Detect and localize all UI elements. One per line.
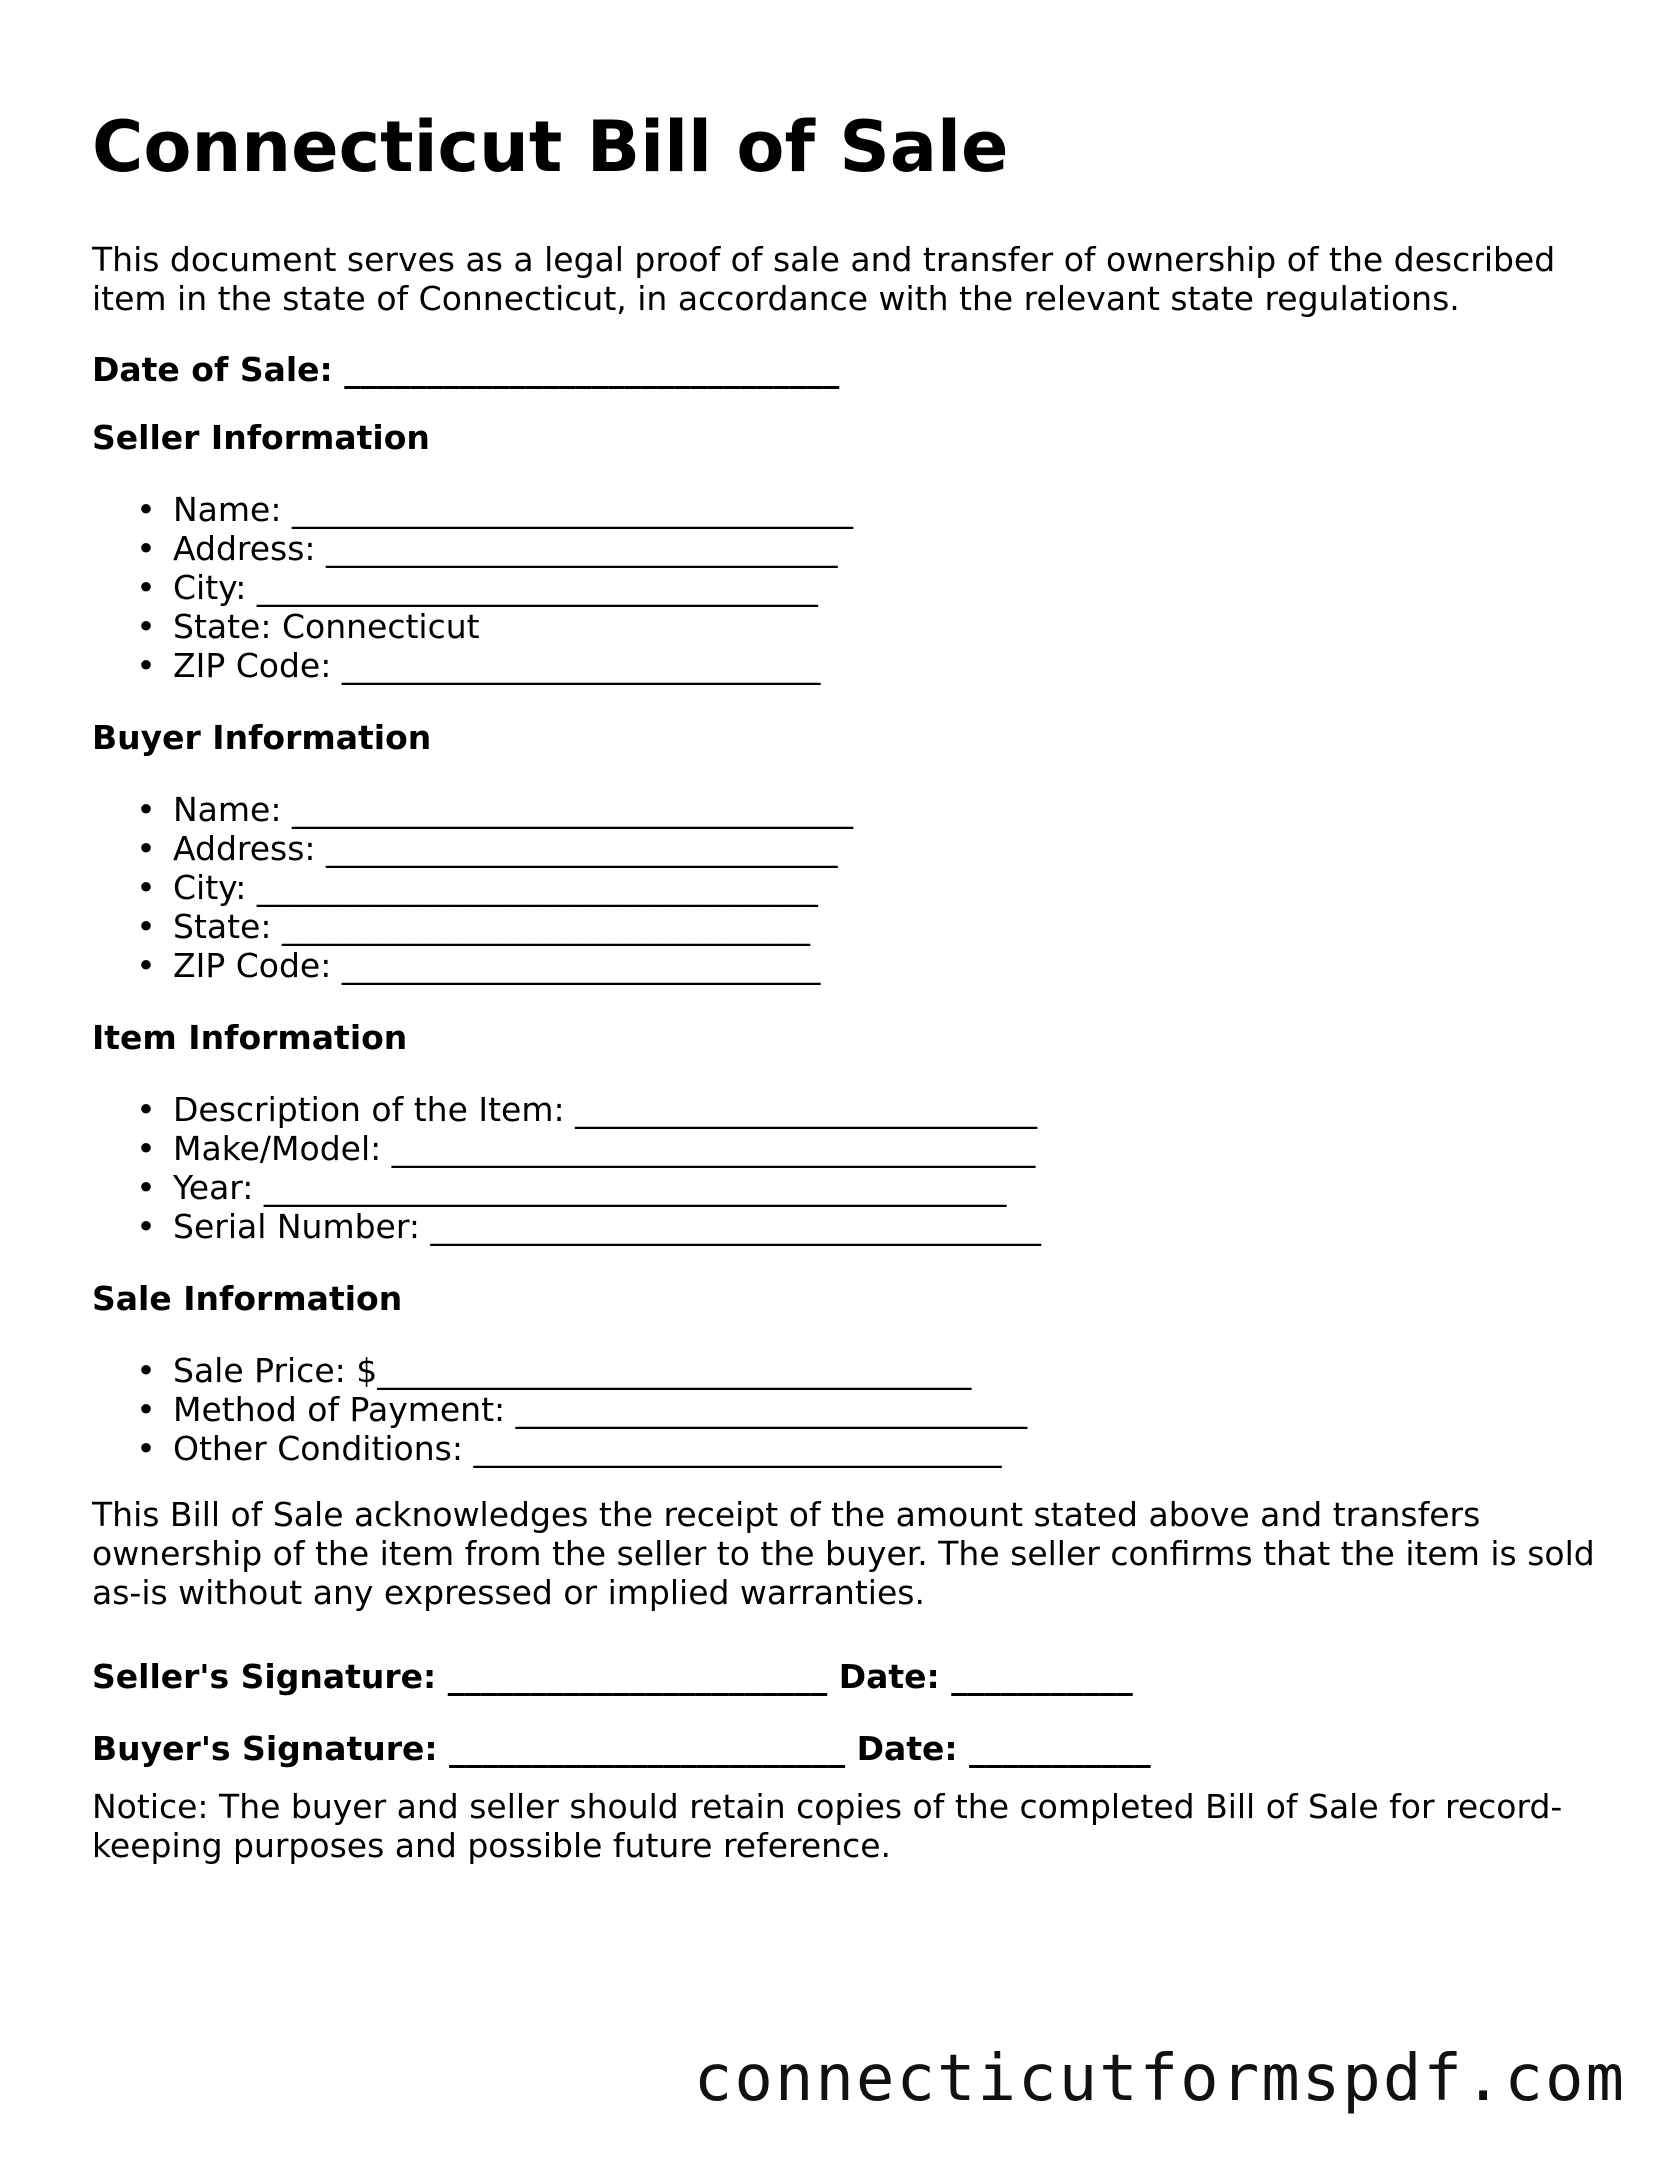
- acknowledgement-paragraph: This Bill of Sale acknowledges the receipt of the amount stated above and transfers ownership of the item from the seller to the buyer. The seller confirms that the item is sold as-is without any expressed or implied warranties.: [92, 1495, 1595, 1612]
- field-text: Other Conditions: ________________________________: [173, 1429, 1002, 1468]
- seller-section-heading: Seller Information: [92, 418, 430, 457]
- bullet-icon: •: [136, 1351, 156, 1390]
- field-text: Year: _____________________________________________: [173, 1168, 1007, 1207]
- notice-paragraph: Notice: The buyer and seller should retain copies of the completed Bill of Sale for record-keeping purposes and possible future reference.: [92, 1787, 1563, 1865]
- buyer-state-field: [92, 907, 853, 946]
- sale-field-list: [92, 1351, 1027, 1468]
- sale-price-field: [92, 1351, 1027, 1390]
- bullet-icon: •: [136, 1090, 156, 1129]
- seller-zip-field: [92, 646, 853, 685]
- seller-address-field: [92, 529, 853, 568]
- bullet-icon: •: [136, 568, 156, 607]
- item-section-heading: Item Information: [92, 1018, 408, 1057]
- field-text: State: ________________________________: [173, 907, 810, 946]
- other-conditions-field: [92, 1429, 1027, 1468]
- field-text: City: __________________________________: [173, 568, 818, 607]
- bullet-icon: •: [136, 529, 156, 568]
- bullet-icon: •: [136, 1429, 156, 1468]
- seller-name-field: [92, 490, 853, 529]
- item-description-field: [92, 1090, 1041, 1129]
- bullet-icon: •: [136, 829, 156, 868]
- seller-state-field: [92, 607, 853, 646]
- bullet-icon: •: [136, 1129, 156, 1168]
- field-text: ZIP Code: _____________________________: [173, 646, 821, 685]
- item-year-field: [92, 1168, 1041, 1207]
- sale-section-heading: Sale Information: [92, 1279, 403, 1318]
- field-text: Sale Price: $____________________________________: [173, 1351, 972, 1390]
- field-text: Name: __________________________________: [173, 490, 853, 529]
- field-text: Serial Number: _____________________________________: [173, 1207, 1041, 1246]
- buyer-field-list: [92, 790, 853, 985]
- seller-city-field: [92, 568, 853, 607]
- field-text: City: __________________________________: [173, 868, 818, 907]
- bullet-icon: •: [136, 868, 156, 907]
- buyer-address-field: [92, 829, 853, 868]
- field-text: Description of the Item: ____________________________: [173, 1090, 1038, 1129]
- item-field-list: [92, 1090, 1041, 1246]
- bullet-icon: •: [136, 1390, 156, 1429]
- bullet-icon: •: [136, 946, 156, 985]
- item-serial-number-field: [92, 1207, 1041, 1246]
- intro-paragraph: This document serves as a legal proof of sale and transfer of ownership of the described item in the state of Connecticut, in accordance with the relevant state regulations.: [92, 240, 1556, 318]
- item-make-model-field: [92, 1129, 1041, 1168]
- date-of-sale-field: Date of Sale: ______________________________: [92, 350, 840, 389]
- buyer-city-field: [92, 868, 853, 907]
- bullet-icon: •: [136, 790, 156, 829]
- page-title: Connecticut Bill of Sale: [92, 106, 1009, 188]
- payment-method-field: [92, 1390, 1027, 1429]
- website-watermark: connecticutformspdf.com: [693, 2042, 1626, 2116]
- seller-signature-line: Seller's Signature: _______________________ Date: ___________: [92, 1657, 1133, 1696]
- buyer-section-heading: Buyer Information: [92, 718, 432, 757]
- buyer-name-field: [92, 790, 853, 829]
- buyer-zip-field: [92, 946, 853, 985]
- field-text: Address: _______________________________: [173, 829, 838, 868]
- bullet-icon: •: [136, 646, 156, 685]
- buyer-signature-line: Buyer's Signature: ________________________ Date: ___________: [92, 1729, 1151, 1768]
- field-text: Name: __________________________________: [173, 790, 853, 829]
- field-text: State: Connecticut: [173, 607, 480, 646]
- bullet-icon: •: [136, 1168, 156, 1207]
- bullet-icon: •: [136, 1207, 156, 1246]
- seller-field-list: [92, 490, 853, 685]
- field-text: ZIP Code: _____________________________: [173, 946, 821, 985]
- field-text: Address: _______________________________: [173, 529, 838, 568]
- field-text: Make/Model: _______________________________________: [173, 1129, 1036, 1168]
- bullet-icon: •: [136, 490, 156, 529]
- field-text: Method of Payment: _______________________________: [173, 1390, 1028, 1429]
- bullet-icon: •: [136, 607, 156, 646]
- bullet-icon: •: [136, 907, 156, 946]
